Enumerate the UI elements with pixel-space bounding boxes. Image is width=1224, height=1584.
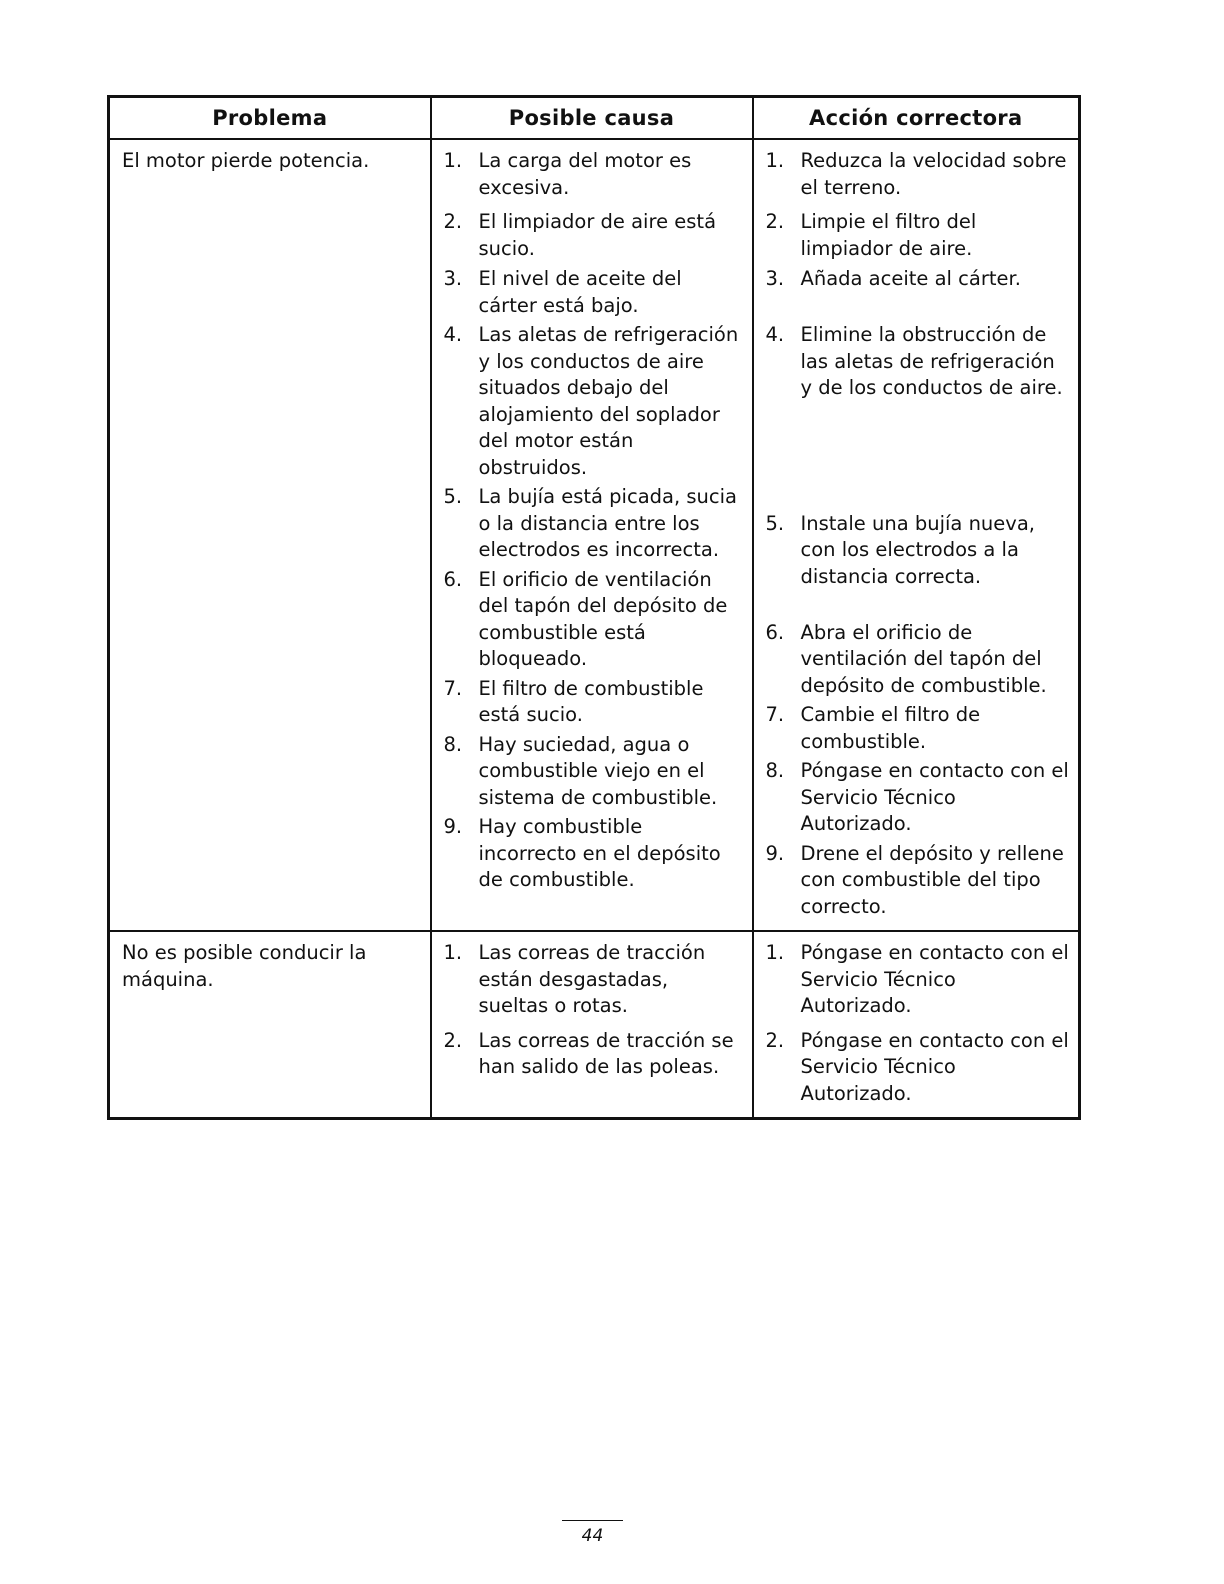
cause-number: 9. (443, 815, 463, 838)
cause-number: 2. (443, 1028, 463, 1052)
action-text: Póngase en contacto con el Servicio Técnico Autorizado. (800, 759, 1069, 835)
action-number: 9. (765, 841, 785, 865)
action-item (766, 940, 1071, 1020)
action-item (766, 620, 1071, 700)
action-text: Abra el orificio de ventilación del tapón del depósito de combustible. (800, 620, 1047, 697)
cause-item (444, 814, 744, 894)
table-header-row (109, 97, 1080, 140)
column-header-posible-causa: Posible causa (431, 97, 753, 140)
action-text: Elimine la obstrucción de las aletas de refrigeración y de los conductos de aire. (800, 323, 1063, 399)
cause-number: 5. (443, 485, 463, 508)
cause-item (444, 676, 744, 729)
problem-cell: El motor pierde potencia. (109, 139, 431, 931)
cause-text: El nivel de aceite del cárter está bajo. (478, 267, 682, 317)
action-number: 6. (765, 620, 785, 644)
table-row (109, 139, 1080, 931)
cause-number: 4. (443, 323, 463, 346)
cause-number: 1. (443, 941, 463, 964)
action-text: Póngase en contacto con el Servicio Técnico Autorizado. (800, 1028, 1069, 1105)
cause-number: 1. (443, 149, 463, 172)
page-number-rule (562, 1520, 623, 1521)
cause-item (444, 148, 744, 201)
action-number: 8. (765, 759, 785, 782)
action-number: 3. (765, 267, 785, 290)
action-text: Cambie el filtro de combustible. (800, 703, 981, 753)
cause-item (444, 266, 744, 319)
cause-number: 2. (443, 210, 463, 233)
action-number: 4. (765, 323, 785, 346)
cause-item (444, 322, 744, 481)
action-text: Póngase en contacto con el Servicio Técnico Autorizado. (800, 941, 1069, 1017)
column-header-problema: Problema (109, 97, 431, 140)
cause-text: Hay combustible incorrecto en el depósito de combustible. (478, 815, 721, 891)
action-item (766, 322, 1071, 508)
cause-text: Las correas de tracción están desgastadas, sueltas o rotas. (478, 941, 706, 1017)
action-item (766, 758, 1071, 838)
action-list (753, 931, 1080, 1119)
action-item (766, 511, 1071, 617)
action-number: 1. (765, 941, 785, 964)
page-number: 44 (581, 1526, 604, 1546)
action-item (766, 702, 1071, 755)
action-text: Limpie el filtro del limpiador de aire. (800, 210, 977, 260)
cause-list (431, 139, 753, 931)
column-header-accion-correctora: Acción correctora (753, 97, 1080, 140)
cause-text: Hay suciedad, agua o combustible viejo en el sistema de combustible. (478, 732, 718, 809)
cause-item (444, 484, 744, 564)
cause-number: 7. (443, 676, 463, 700)
cause-text: Las aletas de refrigeración y los conductos de aire situados debajo del alojamiento del soplador del motor están obstruidos. (478, 323, 739, 479)
cause-item (444, 567, 744, 673)
cause-text: El limpiador de aire está sucio. (478, 210, 717, 260)
action-item (766, 209, 1071, 262)
action-item (766, 148, 1071, 201)
action-list (753, 139, 1080, 931)
cause-text: La carga del motor es excesiva. (478, 149, 692, 199)
cause-number: 3. (443, 267, 463, 290)
action-number: 2. (765, 1028, 785, 1052)
cause-text: La bujía está picada, sucia o la distancia entre los electrodos es incorrecta. (478, 485, 737, 561)
troubleshooting-table (107, 95, 1081, 1120)
action-item (766, 841, 1071, 921)
action-item (766, 1028, 1071, 1108)
cause-number: 8. (443, 732, 463, 756)
action-text: Drene el depósito y rellene con combustible del tipo correcto. (800, 841, 1064, 918)
action-number: 2. (765, 210, 785, 233)
cause-item (444, 940, 744, 1020)
action-text: Instale una bujía nueva, con los electrodos a la distancia correcta. (800, 511, 1035, 588)
table-row (109, 931, 1080, 1119)
cause-item (444, 209, 744, 262)
cause-item (444, 1028, 744, 1081)
problem-cell: No es posible conducir la máquina. (109, 931, 431, 1119)
cause-text: Las correas de tracción se han salido de las poleas. (478, 1028, 734, 1078)
cause-number: 6. (443, 567, 463, 591)
action-number: 5. (765, 511, 785, 535)
cause-text: El filtro de combustible está sucio. (478, 676, 704, 726)
action-number: 1. (765, 149, 785, 172)
action-text: Reduzca la velocidad sobre el terreno. (800, 149, 1067, 199)
action-number: 7. (765, 703, 785, 726)
action-item (766, 266, 1071, 319)
cause-text: El orificio de ventilación del tapón del depósito de combustible está bloqueado. (478, 567, 728, 670)
cause-list (431, 931, 753, 1119)
action-text: Añada aceite al cárter. (800, 267, 1021, 290)
cause-item (444, 732, 744, 812)
